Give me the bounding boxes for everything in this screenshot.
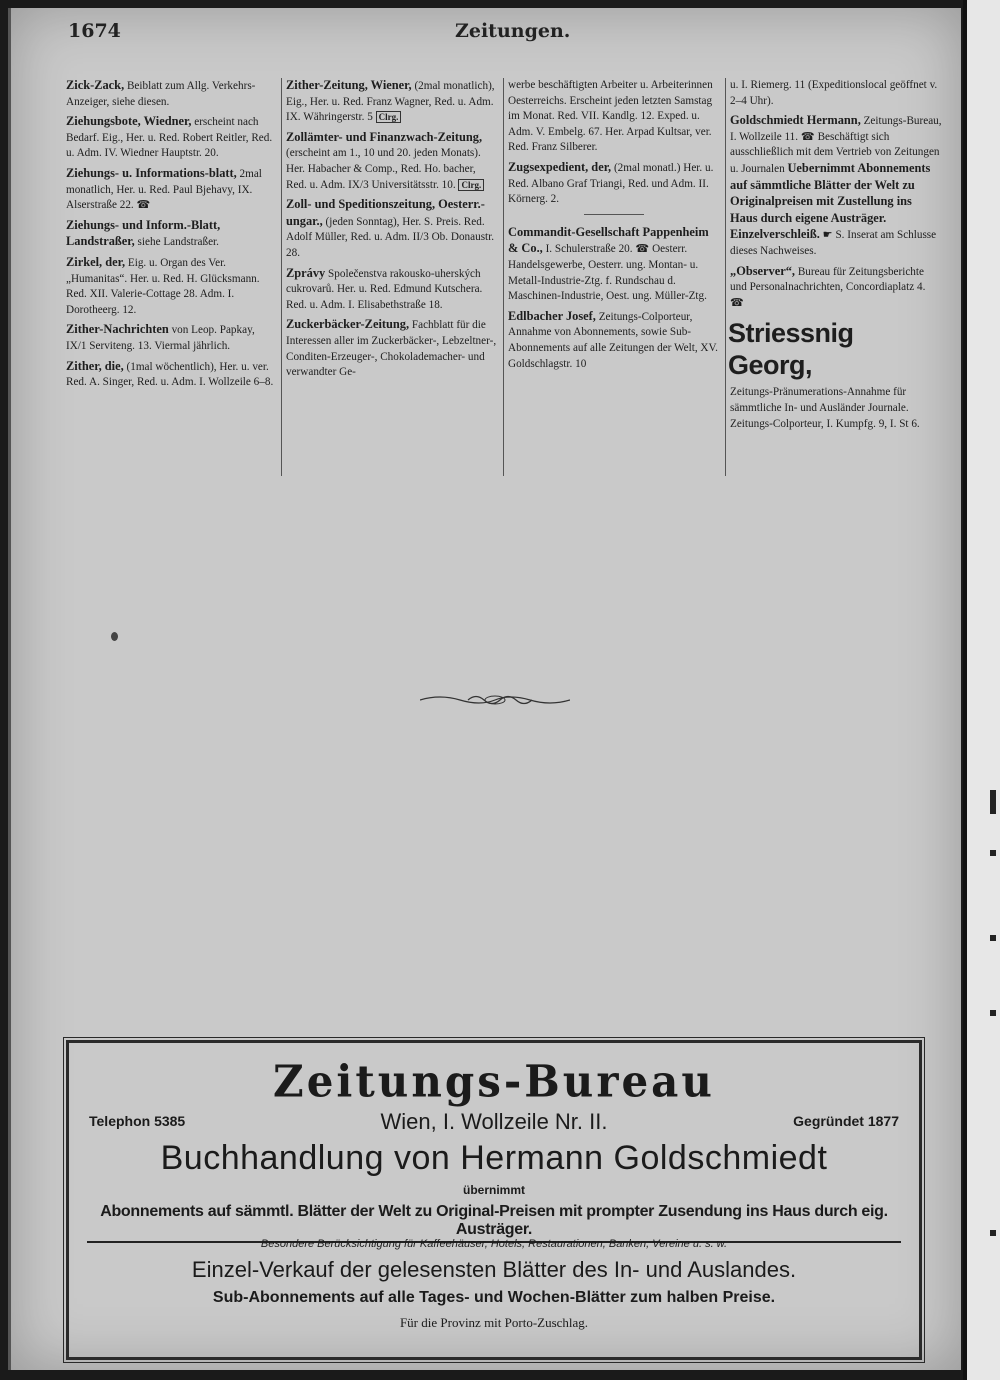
column-3 [508,78,720,376]
directory-entry: Zollämter- und Finanzwach-Zeitung, (erscheint am 1., 10 und 20. jeden Monats). Her. Habacher & Comp., Red. Ho. bacher, Red. u. Adm. IX/3 Universitätsstr. 10. Clrg. [286,130,498,193]
column-rule [503,78,504,476]
column-rule [281,78,282,476]
directory-entry: Zirkel, der, Eig. u. Organ des Ver. „Humanitas“. Her. u. Red. H. Glücksmann. Red. XII. Valerie-Cottage 28. Adm. I. Dorotheerg. 12. [66,254,260,316]
directory-entry: „Observer“, Bureau für Zeitungsberichte und Personalnachrichten, Concordiaplatz 4. ☎ [730,263,926,309]
ink-speck [111,632,118,641]
ad-retail: Einzel-Verkauf der gelesensten Blätter des In- und Auslandes. [191,1257,797,1282]
directory-entry: Ziehungsbote, Wiedner, erscheint nach Bedarf. Eig., Her. u. Red. Robert Reitler, Red. u. Adm. IV. Wiedner Hauptstr. 20. [66,114,273,160]
ad-founded: Gegründet 1877 [793,1113,899,1129]
directory-entry: Zither-Nachrichten von Leop. Papkay, IX/1 Serviteng. 13. Viermal jährlich. [66,322,255,352]
ad-sub-subscriptions: Sub-Abonnements auf alle Tages- und Wochen-Blätter zum halben Preise. [212,1289,776,1306]
directory-entry: Zugsexpedient, der, (2mal monatl.) Her. u. Red. Albano Graf Triangi, Red. und Adm. II. Körnerg. 2. [508,159,714,206]
directory-entry: Zuckerbäcker-Zeitung, Fachblatt für die Interessen aller im Zuckerbäcker-, Lebzeltner-, Conditen-Erzeuger-, Chokolademacher- und verwandter Ge- [286,317,497,379]
adjacent-page-edge [963,0,1000,1380]
ad-title: Zeitungs-Bureau [273,1055,715,1108]
directory-entry: Zither-Zeitung, Wiener, (2mal monatlich), Eig., Her. u. Red. Franz Wagner, Red. u. Adm. IX. Währingerstr. 5 Clrg. [286,78,495,124]
ornament-divider-icon [420,690,570,710]
ad-address: Wien, I. Wollzeile Nr. II. [380,1109,608,1134]
column-rule [725,78,726,476]
directory-entry: Zick-Zack, Beiblatt zum Allg. Verkehrs-Anzeiger, siehe diesen. [66,78,256,108]
directory-entry: Goldschmiedt Hermann, Zeitungs-Bureau, I. Wollzeile 11. ☎ Beschäftigt sich ausschließlich mit dem Vertrieb von Zeitungen u. Journalen Uebernimmt Abonnements auf sämmtliche Blätter der Welt zu Originalpreisen mit Zustellung ins Haus durch eigene Austräger. Einzelverschleiß. ☛ S. Inserat am Schlusse dieses Nachweises. [730,113,942,257]
edge-mark [990,1010,996,1016]
ad-special: Besondere Berücksichtigung für Kaffeehäuser, Hotels, Restaurationen, Banken, Vereine u. s. w. [260,1238,728,1250]
directory-entry: Zeitungs-Pränumerations-Annahme für sämmtliche In- und Ausländer Journale. Zeitungs-Colporteur, I. Kumpfg. 9, I. St 6. [730,386,920,430]
directory-entry: Commandit-Gesellschaft Pappenheim & Co., I. Schulerstraße 20. ☎ Oesterr. Handelsgewerbe, Oesterr. ung. Montan- u. Metall-Industrie-Ztg. f. Rundschau d. Maschinen-Industrie, Oest. ung. Müller-Ztg. [508,224,709,303]
clearing-badge: Clrg. [458,179,484,191]
directory-entry: Zprávy Společenstva rakousko-uherských cukrovarů. Her. u. Red. Edmund Kutschera. Red. u. Adm. I. Elisabethstraße 18. [286,265,483,311]
edge-mark [990,935,996,941]
page-number: 1674 [68,20,121,42]
directory-entry: werbe beschäftigten Arbeiter u. Arbeiterinnen Oesterreichs. Erscheint jeden letzten Samstag im Monat. Red. VII. Kandlg. 12. Exped. u. Adm. V. Embelg. 67. Her. Arpad Kultsar, ver. Red. Franz Silberer. [508,79,713,154]
ad-company: Buchhandlung von Hermann Goldschmiedt [160,1139,828,1177]
page-title: Zeitungen. [455,20,571,42]
edge-mark [990,1230,996,1236]
directory-entry: Ziehungs- und Inform.-Blatt, Landstraßer, siehe Landstraßer. [66,217,221,249]
directory-entry: u. I. Riemerg. 11 (Expeditionslocal geöffnet v. 2–4 Uhr). [730,79,938,107]
directory-entry: Edlbacher Josef, Zeitungs-Colporteur, Annahme von Abonnements, sowie Sub-Abonnements auf alle Zeitungen der Welt, XV. Goldschlagstr. 10 [508,308,718,370]
ad-province: Für die Provinz mit Porto-Zuschlag. [399,1315,589,1330]
ad-takes-over: übernimmt [462,1183,525,1197]
section-separator [584,214,644,215]
column-1 [66,78,276,395]
directory-entry: Zoll- und Speditionszeitung, Oesterr.-ungar., (jeden Sonntag), Her. S. Preis. Red. Adolf Müller, Red. u. Adm. II/3 Ob. Donaustr. 28. [286,197,495,259]
featured-entry-heading: Striessnig Georg, [728,318,854,381]
column-4 [730,78,942,436]
directory-entry: Zither, die, (1mal wöchentlich), Her. u. ver. Red. A. Singer, Red. u. Adm. I. Wollzeile 6–8. [66,358,274,389]
clearing-badge: Clrg. [376,111,402,123]
edge-mark [990,850,996,856]
edge-mark [990,790,996,814]
ad-telephone: Telephon 5385 [89,1113,186,1129]
column-2 [286,78,498,385]
directory-entry: Ziehungs- u. Informations-blatt, 2mal monatlich, Her. u. Red. Paul Bjehavy, IX. Alserstraße 22. ☎ [66,165,262,212]
advertisement-box [66,1040,922,1360]
ad-info-row [89,1109,899,1135]
ad-subscriptions: Abonnements auf sämmtl. Blätter der Welt zu Original-Preisen mit prompter Zusendung ins Haus durch eig. Austräger. [87,1203,901,1243]
